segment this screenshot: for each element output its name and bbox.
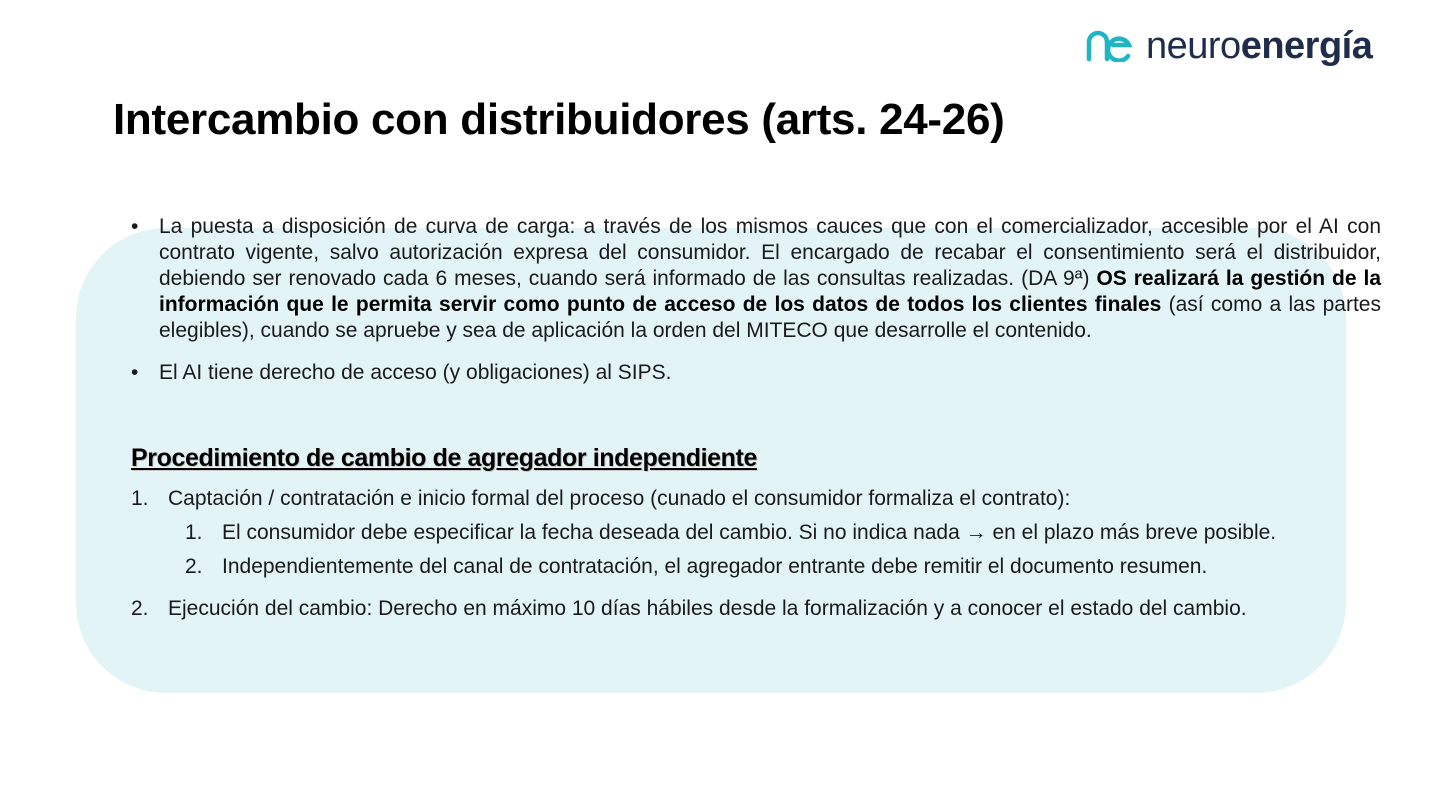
substep-item-documento [185,554,1381,580]
logo-wordmark-bold: energía [1240,25,1373,67]
logo-wordmark [1146,22,1372,70]
substep-list [185,520,1381,580]
bullet-marker: • [131,361,139,384]
logo-wordmark-light: neuro [1146,25,1241,67]
section-heading: Procedimiento de cambio de agregador independiente [131,444,757,472]
bullet-item-sips [131,360,1381,386]
substep-number: 1. [185,521,203,544]
step-item-ejecucion [131,596,1381,622]
substep-text: El consumidor debe especificar la fecha deseada del cambio. Si no indica nada → en el plazo más breve posible. [222,521,1277,544]
step-item-captacion [131,486,1381,512]
neuroenergia-logo [1086,22,1416,70]
page-title: Intercambio con distribuidores (arts. 24-26) [113,95,1005,144]
step-text: Captación / contratación e inicio formal del proceso (cunado el consumidor formaliza el contrato): [168,487,1071,510]
ne-logo-mark-icon [1086,28,1132,62]
step-number: 1. [131,487,149,510]
slide-content [131,214,1381,622]
step-number: 2. [131,597,149,620]
bullet-text-before: La puesta a disposición de curva de carga: a través de los mismos cauces que con el comercializador, accesible por el AI con contrato vigente, salvo autorización expresa del consumidor. El encargado de recabar el consentimiento será el distribuidor, debiendo ser renovado cada 6 meses, cuando será informado de las consultas realizadas. (DA 9ª) [159,215,1381,290]
bullet-marker: • [131,215,139,238]
bullet-item-curva-carga [131,214,1381,344]
substep-text: Independientemente del canal de contratación, el agregador entrante debe remitir el documento resumen. [222,555,1208,578]
substep-number: 2. [185,555,203,578]
substep-item-fecha [185,520,1381,546]
bullet-text-bold: OS realizará la gestión de la información que le permita servir como punto de acceso de los datos de todos los clientes finales [159,267,1382,316]
step-text: Ejecución del cambio: Derecho en máximo 10 días hábiles desde la formalización y a conocer el estado del cambio. [168,597,1247,620]
bullet-text: El AI tiene derecho de acceso (y obligaciones) al SIPS. [159,361,672,384]
bullet-text-after: (así como a las partes elegibles), cuando se apruebe y sea de aplicación la orden del MITECO que desarrolle el contenido. [159,293,1381,342]
